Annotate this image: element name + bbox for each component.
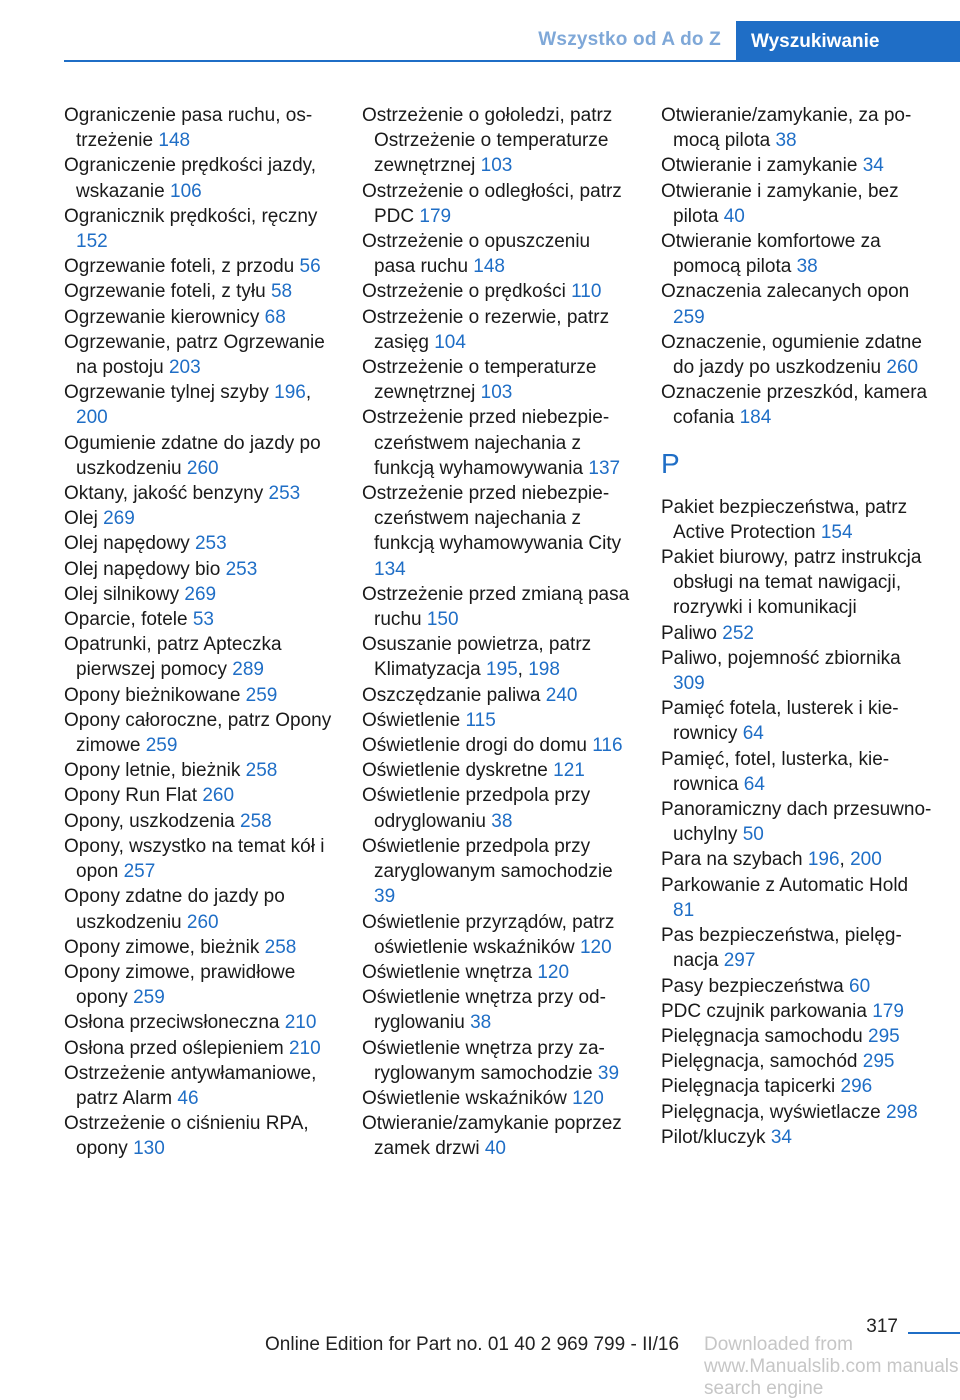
index-entry-term: Opony, wszystko na temat kół i opon xyxy=(64,835,325,883)
index-entry-term: Ostrzeżenie o prędkości xyxy=(362,281,566,303)
index-entry xyxy=(661,621,933,646)
index-entry xyxy=(64,607,336,632)
page-ref-link[interactable]: 130 xyxy=(133,1138,165,1160)
index-entry-term: Oświetlenie wnętrza przy odryglowaniu xyxy=(362,987,606,1034)
index-entry xyxy=(362,1111,634,1161)
index-entry xyxy=(362,305,634,355)
index-entry-term: Ostrzeżenie przed zmianą pasa ruchu xyxy=(362,583,630,631)
page-ref-link[interactable]: 38 xyxy=(470,1012,492,1034)
index-entry-term: Opatrunki, patrz Apteczka pierwszej pomocy xyxy=(64,634,282,681)
page-ref-link[interactable]: 200 xyxy=(76,407,108,429)
page-ref-link[interactable]: 196 xyxy=(274,382,306,404)
page-ref-link[interactable]: 38 xyxy=(775,130,797,152)
edition-note: Online Edition for Part no. 01 40 2 969 799 - II/16 xyxy=(265,1334,680,1355)
index-entry xyxy=(64,935,336,960)
index-entry xyxy=(362,279,634,304)
index-entry-term: Pielęgnacja, wyświetlacze xyxy=(661,1101,881,1123)
index-entry-term: Oświetlenie przedpola przy zaryglowanym samochodzie xyxy=(362,835,613,883)
index-entry xyxy=(64,204,336,254)
page-ref-link[interactable]: 259 xyxy=(245,684,278,706)
page-ref-link[interactable]: 260 xyxy=(886,357,919,379)
page-ref-link[interactable]: 296 xyxy=(840,1076,873,1098)
index-entry xyxy=(362,910,634,960)
index-entry xyxy=(64,1036,336,1061)
page-ref-link[interactable]: 257 xyxy=(123,861,156,883)
index-entry xyxy=(661,797,933,847)
page-ref-link[interactable]: 56 xyxy=(299,256,321,278)
index-letter-heading: P xyxy=(661,447,680,479)
index-entry-term: Olej silnikowy xyxy=(64,583,180,605)
index-entry-term: Olej xyxy=(64,508,98,530)
index-entry-term: Opony bieżnikowane xyxy=(64,684,241,706)
index-entry-term: Otwieranie/zamykanie, za pomocą pilota xyxy=(661,105,912,152)
index-entry-term: Ostrzeżenie przed niebezpieczeństwem najechania z funkcją wyhamowywania xyxy=(362,407,610,479)
index-entry xyxy=(362,783,634,833)
index-entry xyxy=(64,279,336,304)
index-entry xyxy=(64,582,336,607)
index-entry-term: Pielęgnacja tapicerki xyxy=(661,1076,836,1098)
page-ref-link[interactable]: 200 xyxy=(850,849,882,871)
index-entry-term: Otwieranie i zamykanie, bez pilota xyxy=(661,180,899,227)
index-entry-term: Otwieranie komfortowe za pomocą pilota xyxy=(661,231,881,278)
index-entry xyxy=(64,809,336,834)
page-ref-link[interactable]: 152 xyxy=(76,231,108,253)
index-column-1 xyxy=(64,103,336,1162)
index-entry-term: Opony Run Flat xyxy=(64,785,198,807)
index-entry xyxy=(362,582,634,632)
index-entry xyxy=(661,873,933,923)
page-ref-link[interactable]: 260 xyxy=(202,785,235,807)
page-ref-link[interactable]: 134 xyxy=(374,558,406,580)
page-ref-link[interactable]: 148 xyxy=(158,130,191,152)
page-ref-link[interactable]: 309 xyxy=(673,673,705,695)
page-ref-link[interactable]: 68 xyxy=(264,306,286,328)
index-entry-term: Olej napędowy xyxy=(64,533,190,555)
index-entry-term: Paliwo xyxy=(661,622,717,644)
index-entry-term: Ogrzewanie foteli, z tyłu xyxy=(64,281,266,303)
index-entry-term: Opony zimowe, prawidłowe opony xyxy=(64,961,296,1009)
index-entry-term: Ostrzeżenie o gołoledzi, patrz Ostrzeżenie o temperaturze zewnętrznej xyxy=(362,105,613,177)
page-ref-link[interactable]: 64 xyxy=(742,723,764,745)
index-entry xyxy=(661,1074,933,1099)
index-entry-term: Oświetlenie wnętrza przy zaryglowanym samochodzie xyxy=(362,1037,605,1084)
index-entry-term: Oświetlenie drogi do domu xyxy=(362,735,587,757)
index-entry-term: Ograniczenie pasa ruchu, ostrzeżenie xyxy=(64,105,313,152)
index-entry-term: Oznaczenia zalecanych opon xyxy=(661,281,910,303)
index-entry-term: Opony całoroczne, patrz Opony zimowe xyxy=(64,709,332,757)
index-entry-term: Oświetlenie xyxy=(362,709,461,731)
index-entry xyxy=(64,254,336,279)
page-ref-link[interactable]: 203 xyxy=(168,357,201,379)
index-entry xyxy=(64,557,336,582)
index-entry: Ogrzewanie tylnej szyby 196, 200 xyxy=(64,382,312,429)
index-entry xyxy=(362,985,634,1035)
page-number: 317 xyxy=(866,1316,898,1337)
index-entry-term: Parkowanie z Automatic Hold xyxy=(661,874,909,896)
page-ref-link[interactable]: 39 xyxy=(597,1062,620,1084)
page-ref-link[interactable]: 195 xyxy=(485,659,518,681)
index-entry-term: Pielęgnacja, samochód xyxy=(661,1051,858,1073)
index-column-2 xyxy=(362,103,634,1162)
page-ref-link[interactable]: 40 xyxy=(723,205,745,227)
page-ref-link[interactable]: 34 xyxy=(862,155,884,177)
index-entry xyxy=(362,481,634,582)
index-entry xyxy=(64,103,336,153)
index-entry xyxy=(661,1100,933,1125)
index-entry xyxy=(661,1024,933,1049)
page-ref-link[interactable]: 253 xyxy=(268,483,301,505)
page-ref-link[interactable]: 258 xyxy=(245,760,278,782)
page-ref-link[interactable]: 179 xyxy=(419,205,452,227)
index-entry-term: Oktany, jakość benzyny xyxy=(64,483,264,505)
index-entry-term: Ostrzeżenie przed niebezpieczeństwem najechania z funkcją wyhamowywania City xyxy=(362,483,622,555)
index-entry xyxy=(661,103,933,153)
index-entry xyxy=(362,179,634,229)
page-ref-link[interactable]: 258 xyxy=(264,936,297,958)
index-entry xyxy=(64,884,336,934)
page-ref-link[interactable]: 60 xyxy=(849,975,871,997)
index-entry-term: Osuszanie powietrza, patrz Klimatyzacja xyxy=(362,634,592,681)
page-ref-link[interactable]: 137 xyxy=(588,457,621,479)
page-ref-link[interactable]: 297 xyxy=(723,950,756,972)
page-ref-link[interactable]: 184 xyxy=(739,407,772,429)
index-entry-term: Ostrzeżenie o rezerwie, patrz zasięg xyxy=(362,306,610,353)
page-ref-link[interactable]: 260 xyxy=(186,457,219,479)
page-ref-link[interactable]: 210 xyxy=(288,1037,321,1059)
page-ref-link[interactable]: 252 xyxy=(722,622,754,644)
page-ref-link[interactable]: 253 xyxy=(194,533,227,555)
index-entry xyxy=(661,1049,933,1074)
index-entry xyxy=(362,405,634,481)
page-ref-link[interactable]: 64 xyxy=(743,773,765,795)
index-entry xyxy=(362,103,634,179)
index-entry-term: Osłona przeciwsłoneczna xyxy=(64,1012,280,1034)
page-ref-link[interactable]: 38 xyxy=(796,256,818,278)
index-entry-term: Pakiet biurowy, patrz instrukcja obsługi na temat nawigacji, rozrywki i komunikacji xyxy=(661,547,922,619)
watermark: Downloaded from www.Manualslib.com manuals search engine xyxy=(704,1334,959,1399)
index-entry-term: Ogrzewanie kierownicy xyxy=(64,306,260,328)
index-entry: Osuszanie powietrza, patrz Klimatyzacja 195, 198 xyxy=(362,634,592,681)
page-ref-link[interactable]: 120 xyxy=(579,936,612,958)
index-entry-term: Olej napędowy bio xyxy=(64,558,221,580)
index-entry-term: Ostrzeżenie o ciśnieniu RPA, opony xyxy=(64,1113,309,1160)
page-ref-link[interactable]: 50 xyxy=(742,824,764,846)
page-ref-link[interactable]: 116 xyxy=(592,735,623,757)
index-entry xyxy=(64,834,336,884)
page-ref-link[interactable]: 103 xyxy=(480,155,513,177)
index-entry xyxy=(64,531,336,556)
index-entry xyxy=(362,229,634,279)
index-entry xyxy=(362,758,634,783)
index-entry-term: PDC czujnik parkowania xyxy=(661,1000,867,1022)
index-entry-term: Paliwo, pojemność zbiornika xyxy=(661,647,901,669)
index-entry xyxy=(64,153,336,203)
header-section-title: Wszystko od A do Z xyxy=(538,29,721,50)
index-entry xyxy=(362,960,634,985)
index-entry-term: Ostrzeżenie o temperaturze zewnętrznej xyxy=(362,357,597,404)
page-ref-link[interactable]: 179 xyxy=(872,1000,904,1022)
index-entry-term: Ogrzewanie, patrz Ogrzewanie na postoju xyxy=(64,331,325,379)
index-entry xyxy=(64,330,336,380)
index-entry-term: Osłona przed oślepieniem xyxy=(64,1037,284,1059)
page-ref-link[interactable]: 110 xyxy=(571,281,602,303)
index-entry xyxy=(661,380,933,430)
index-entry xyxy=(362,708,634,733)
index-entry xyxy=(64,632,336,682)
index-entry-term: Otwieranie/zamykanie poprzez zamek drzwi xyxy=(362,1113,622,1160)
index-entry xyxy=(661,696,933,746)
index-entry xyxy=(661,747,933,797)
index-entry xyxy=(661,229,933,279)
page-ref-link[interactable]: 81 xyxy=(673,899,695,921)
page-ref-link[interactable]: 198 xyxy=(528,659,560,681)
index-entry xyxy=(362,834,634,910)
page-ref-link[interactable]: 258 xyxy=(240,810,272,832)
index-entry xyxy=(661,923,933,973)
index-entry xyxy=(64,683,336,708)
index-entry-term: Ostrzeżenie o opuszczeniu pasa ruchu xyxy=(362,231,591,278)
index-entry-term: Pilot/kluczyk xyxy=(661,1126,766,1148)
index-entry xyxy=(661,646,933,696)
index-entry xyxy=(64,1061,336,1111)
index-entry xyxy=(64,758,336,783)
page-header xyxy=(0,0,960,62)
index-entry xyxy=(64,506,336,531)
index-entry-term: Pamięć, fotel, lusterka, kierownica xyxy=(661,748,890,795)
page-ref-link[interactable]: 53 xyxy=(192,609,214,631)
index-entry-term: Opony zdatne do jazdy po uszkodzeniu xyxy=(64,886,285,933)
page-ref-link[interactable]: 295 xyxy=(868,1025,900,1047)
index-entry xyxy=(64,1010,336,1035)
index-entry xyxy=(64,1111,336,1161)
page-ref-link[interactable]: 115 xyxy=(465,709,496,731)
index-entry xyxy=(661,153,933,178)
page-ref-link[interactable]: 104 xyxy=(434,331,466,353)
index-entry-term: Pakiet bezpieczeństwa, patrz Active Protection xyxy=(661,496,908,543)
page-ref-link[interactable]: 259 xyxy=(145,735,178,757)
page-ref-link[interactable]: 34 xyxy=(770,1126,792,1148)
index-entry xyxy=(362,355,634,405)
index-entry xyxy=(661,179,933,229)
index-entry-term: Ostrzeżenie antywłamaniowe, patrz Alarm xyxy=(64,1062,317,1109)
page-ref-link[interactable]: 259 xyxy=(673,306,705,328)
index-entry: Para na szybach 196, 200 xyxy=(661,849,882,871)
index-entry-term: Oznaczenie przeszkód, kamera cofania xyxy=(661,382,928,429)
page-ref-link[interactable]: 196 xyxy=(807,849,840,871)
page-ref-link[interactable]: 150 xyxy=(426,609,459,631)
index-entry-term: Pasy bezpieczeństwa xyxy=(661,975,844,997)
page-ref-link[interactable]: 240 xyxy=(545,684,578,706)
index-entry-term: Opony letnie, bieżnik xyxy=(64,760,241,782)
index-entry-term: Pas bezpieczeństwa, pielęgnacja xyxy=(661,925,902,972)
index-entry xyxy=(661,545,933,621)
index-entry-term: Opony, uszkodzenia xyxy=(64,810,235,832)
index-entry-term: Oznaczenie, ogumienie zdatne do jazdy po uszkodzeniu xyxy=(661,331,922,379)
index-entry-term: Oświetlenie wskaźników xyxy=(362,1087,567,1109)
page-ref-link[interactable]: 269 xyxy=(103,508,135,530)
index-column-3 xyxy=(661,103,933,1150)
index-entry-term: Ostrzeżenie o odległości, patrz PDC xyxy=(362,180,622,227)
index-entry-term: Ograniczenie prędkości jazdy, wskazanie xyxy=(64,155,317,202)
index-entry-term: Pielęgnacja samochodu xyxy=(661,1025,863,1047)
index-entry xyxy=(362,1036,634,1086)
page-ref-link[interactable]: 295 xyxy=(862,1051,895,1073)
page-ref-link[interactable]: 120 xyxy=(537,961,570,983)
index-entry-term: Opony zimowe, bieżnik xyxy=(64,936,260,958)
index-entry xyxy=(661,495,933,545)
page-ref-link[interactable]: 58 xyxy=(270,281,293,303)
index-entry xyxy=(661,279,933,329)
page-ref-link[interactable]: 121 xyxy=(553,760,585,782)
page-ref-link[interactable]: 298 xyxy=(885,1101,918,1123)
page-ref-link[interactable]: 269 xyxy=(184,583,217,605)
index-entry-term: Ogrzewanie foteli, z przodu xyxy=(64,256,295,278)
index-entry-term: Oparcie, fotele xyxy=(64,609,188,631)
index-entry-term: Ogranicznik prędkości, ręczny xyxy=(64,205,318,227)
index-entry xyxy=(64,960,336,1010)
index-entry xyxy=(661,1125,933,1150)
page-ref-link[interactable]: 210 xyxy=(284,1012,317,1034)
page-ref-link[interactable]: 259 xyxy=(133,987,165,1009)
index-entry xyxy=(64,305,336,330)
index-entry xyxy=(362,1086,634,1111)
page-ref-link[interactable]: 253 xyxy=(225,558,258,580)
page-ref-link[interactable]: 106 xyxy=(170,180,202,202)
index-entry xyxy=(64,431,336,481)
index-entry-term: Para na szybach xyxy=(661,849,803,871)
header-tab[interactable]: Wyszukiwanie xyxy=(736,21,960,62)
index-entry xyxy=(64,783,336,808)
page-ref-link[interactable]: 103 xyxy=(480,382,513,404)
index-entry xyxy=(661,330,933,380)
page-ref-link[interactable]: 260 xyxy=(186,911,219,933)
page-ref-link[interactable]: 148 xyxy=(473,256,505,278)
page-ref-link[interactable]: 39 xyxy=(374,886,396,908)
page-ref-link[interactable]: 289 xyxy=(232,659,264,681)
index-entry-term: Oświetlenie wnętrza xyxy=(362,961,533,983)
index-entry xyxy=(362,683,634,708)
index-entry xyxy=(64,708,336,758)
page-ref-link[interactable]: 120 xyxy=(572,1087,604,1109)
index-entry-term: Ogrzewanie tylnej szyby xyxy=(64,382,269,404)
index-entry-term: Panoramiczny dach przesuwno-uchylny xyxy=(661,799,932,846)
index-entry-term: Ogumienie zdatne do jazdy po uszkodzeniu xyxy=(64,432,321,479)
page-ref-link[interactable]: 46 xyxy=(177,1087,199,1109)
page-ref-link[interactable]: 38 xyxy=(491,810,513,832)
index-entry-term: Oszczędzanie paliwa xyxy=(362,684,541,706)
page-ref-link[interactable]: 40 xyxy=(484,1138,506,1160)
index-entry-term: Oświetlenie przyrządów, patrz oświetlenie wskaźników xyxy=(362,911,615,958)
index-entry-term: Oświetlenie przedpola przy odryglowaniu xyxy=(362,785,591,832)
index-entry-term: Pamięć fotela, lusterek i kierownicy xyxy=(661,698,899,745)
index-entry xyxy=(64,481,336,506)
index-entry-term: Otwieranie i zamykanie xyxy=(661,155,858,177)
page-ref-link[interactable]: 154 xyxy=(820,521,853,543)
index-entry-term: Oświetlenie dyskretne xyxy=(362,760,548,782)
index-entry xyxy=(661,974,933,999)
header-rule xyxy=(64,60,960,62)
index-entry xyxy=(362,733,634,758)
index-entry xyxy=(661,999,933,1024)
